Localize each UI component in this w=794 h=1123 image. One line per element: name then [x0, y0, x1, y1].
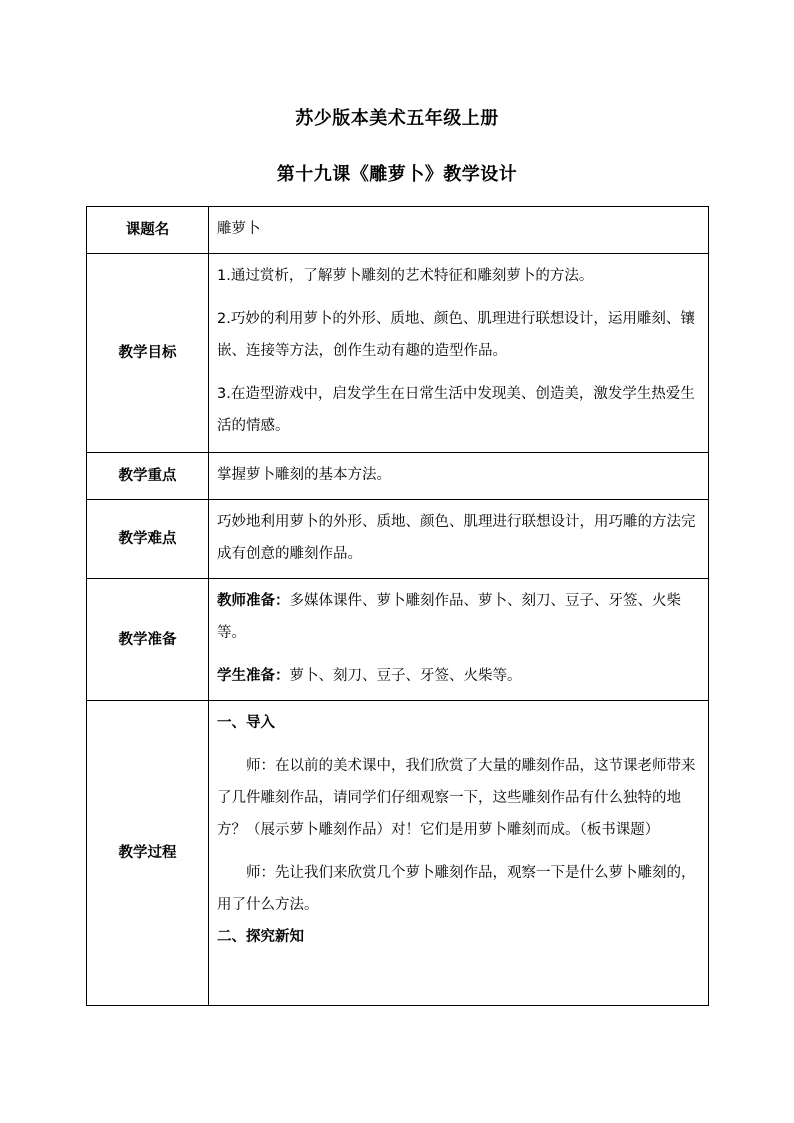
objective-item: 2.巧妙的利用萝卜的外形、质地、颜色、肌理进行联想设计，运用雕刻、镶嵌、连接等方法，创作生动有趣的造型作品。 [217, 311, 695, 359]
topic-value [209, 207, 709, 254]
document-title: 苏少版本美术五年级上册 [295, 108, 499, 129]
process-paragraph: 师：在以前的美术课中，我们欣赏了大量的雕刻作品，这节课老师带来了几件雕刻作品，请同学们仔细观察一下，这些雕刻作品有什么独特的地方？（展示萝卜雕刻作品）对！它们是用萝卜雕刻而成。（板书课题） [217, 758, 696, 838]
lesson-plan-table [86, 206, 709, 1006]
row-topic [87, 207, 709, 254]
key-point-text: 掌握萝卜雕刻的基本方法。 [217, 467, 391, 483]
objective-item: 3.在造型游戏中，启发学生在日常生活中发现美、创造美，激发学生热爱生活的情感。 [217, 386, 695, 434]
preparation-label: 教学准备 [87, 579, 209, 701]
student-preparation-label: 学生准备： [217, 668, 290, 684]
teacher-preparation-label: 教师准备： [217, 593, 290, 609]
key-point-content [209, 453, 709, 500]
topic-text: 雕萝卜 [217, 221, 261, 237]
objectives-content [209, 254, 709, 453]
row-difficulty [87, 500, 709, 579]
row-objectives [87, 254, 709, 453]
objective-item: 1.通过赏析，了解萝卜雕刻的艺术特征和雕刻萝卜的方法。 [217, 268, 594, 284]
row-key-point [87, 453, 709, 500]
process-section-heading: 一、导入 [217, 715, 275, 731]
preparation-content [209, 579, 709, 701]
student-preparation [217, 660, 702, 692]
topic-label: 课题名 [87, 207, 209, 254]
difficulty-content [209, 500, 709, 579]
teacher-preparation [217, 585, 702, 649]
process-paragraph: 师：先让我们来欣赏几个萝卜雕刻作品，观察一下是什么萝卜雕刻的，用了什么方法。 [217, 865, 696, 913]
teacher-preparation-value: 多媒体课件、萝卜雕刻作品、萝卜、刻刀、豆子、牙签、火柴等。 [217, 593, 681, 641]
student-preparation-value: 萝卜、刻刀、豆子、牙签、火柴等。 [289, 668, 522, 684]
process-label: 教学过程 [87, 701, 209, 1006]
difficulty-text: 巧妙地利用萝卜的外形、质地、颜色、肌理进行联想设计，用巧雕的方法完成有创意的雕刻作品。 [217, 514, 696, 562]
difficulty-label: 教学难点 [87, 500, 209, 579]
process-section-heading: 二、探究新知 [217, 929, 304, 945]
document-subtitle: 第十九课《雕萝卜》教学设计 [276, 164, 518, 185]
row-process [87, 701, 709, 1006]
objectives-label: 教学目标 [87, 254, 209, 453]
process-content [209, 701, 709, 1006]
key-point-label: 教学重点 [87, 453, 209, 500]
row-preparation [87, 579, 709, 701]
